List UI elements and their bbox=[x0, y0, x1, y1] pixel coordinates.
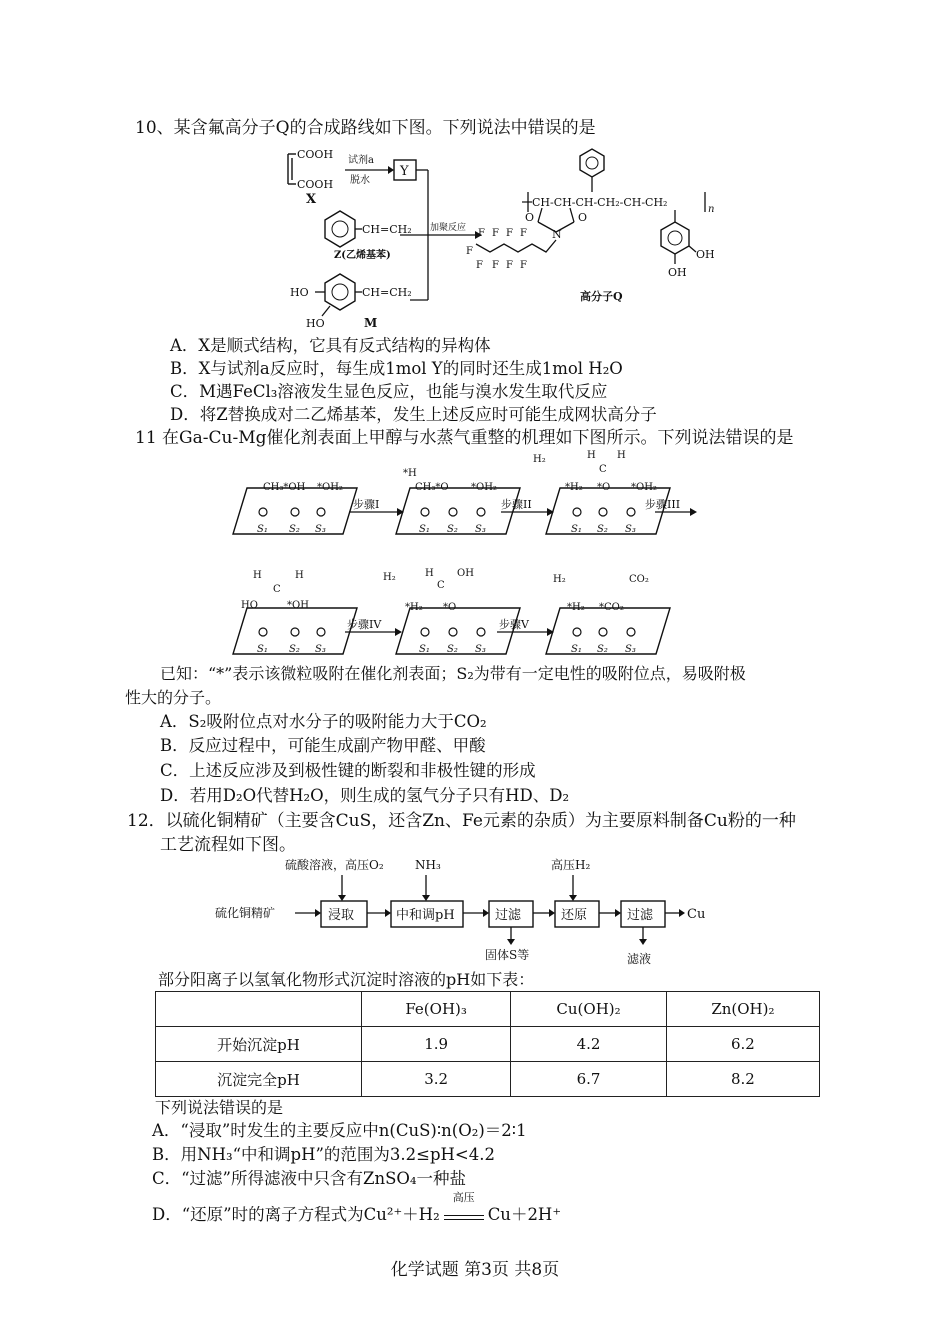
option-d-pre: D．“还原”时的离子方程式为Cu²⁺＋H₂ bbox=[152, 1205, 440, 1224]
q-oh-2: OH bbox=[668, 266, 687, 279]
m-benzene-ring bbox=[325, 274, 355, 310]
p3-o: *O bbox=[597, 482, 611, 493]
svg-text:S₁: S₁ bbox=[419, 644, 430, 655]
q-o-1: O bbox=[525, 211, 535, 224]
page-footer: 化学试题 第3页 共8页 bbox=[390, 1260, 560, 1280]
f4: F bbox=[478, 228, 485, 239]
p4-oh: *OH bbox=[287, 600, 309, 611]
q11-known: 已知：“*”表示该微粒吸附在催化剂表面；S₂为带有一定电性的吸附位点，易吸附极 bbox=[160, 664, 746, 683]
svg-text:S₁: S₁ bbox=[257, 644, 268, 655]
addition-label: 加聚反应 bbox=[430, 223, 467, 233]
step-5-label: 步骤V bbox=[499, 618, 529, 631]
box-1-label: 浸取 bbox=[328, 908, 355, 923]
cooh-bottom: COOH bbox=[297, 178, 334, 191]
condition-label: 高压 bbox=[452, 1191, 475, 1204]
z-label: Z(乙烯基苯) bbox=[334, 250, 391, 261]
svg-text:C: C bbox=[599, 464, 607, 475]
svg-text:S₂: S₂ bbox=[597, 524, 608, 535]
svg-text:S₃: S₃ bbox=[625, 644, 636, 655]
q11-mechanism-diagram bbox=[225, 448, 725, 663]
f9: F bbox=[520, 260, 527, 271]
reagent-a-label: 试剂a bbox=[348, 155, 374, 166]
q-chain: CH-CH-CH-CH₂-CH-CH₂ bbox=[532, 196, 668, 209]
svg-text:H: H bbox=[617, 450, 626, 461]
m-ho-2: HO bbox=[306, 317, 325, 330]
m-vinyl: CH=CH₂ bbox=[362, 286, 412, 299]
svg-text:S₂: S₂ bbox=[597, 644, 608, 655]
svg-text:H: H bbox=[253, 570, 262, 581]
svg-text:S₁: S₁ bbox=[419, 524, 430, 535]
q11-stem: 11 在Ga-Cu-Mg催化剂表面上甲醇与水蒸气重整的机理如下图所示。下列说法错误的是 bbox=[135, 428, 794, 448]
svg-text:H: H bbox=[295, 570, 304, 581]
q-catechol-ring bbox=[661, 222, 689, 254]
f2: F bbox=[520, 228, 527, 239]
svg-text:H₂: H₂ bbox=[383, 572, 396, 583]
svg-text:S₁: S₁ bbox=[571, 644, 582, 655]
p3-h2: H₂ bbox=[533, 454, 546, 465]
y-label: Y bbox=[400, 164, 409, 179]
q10-option-b: B．X与试剂a反应时，每生成1mol Y的同时还生成1mol H₂O bbox=[170, 359, 623, 378]
q12-option-a: A．“浸取”时发生的主要反应中n(CuS)∶n(O₂)＝2∶1 bbox=[152, 1121, 527, 1140]
table-row: 开始沉淀pH 1.9 4.2 6.2 bbox=[156, 1027, 820, 1062]
flow-reagent-1: 硫酸溶液，高压O₂ bbox=[285, 858, 384, 872]
box-2-label: 中和调pH bbox=[396, 908, 455, 923]
q12-option-c: C．“过滤”所得滤液中只含有ZnSO₄一种盐 bbox=[152, 1169, 467, 1188]
q11-option-c: C．上述反应涉及到极性键的断裂和非极性键的形成 bbox=[160, 761, 536, 780]
svg-text:H: H bbox=[587, 450, 596, 461]
q-n-atom: N bbox=[552, 228, 562, 241]
option-d-post: Cu＋2H⁺ bbox=[487, 1205, 562, 1224]
q12-question: 下列说法错误的是 bbox=[155, 1098, 284, 1117]
svg-text:S₂: S₂ bbox=[447, 524, 458, 535]
f6: F bbox=[492, 260, 499, 271]
panel-6 bbox=[546, 608, 670, 654]
f3: F bbox=[492, 228, 499, 239]
cooh-top: COOH bbox=[297, 148, 334, 161]
svg-text:S₂: S₂ bbox=[289, 524, 300, 535]
q-o-2: O bbox=[578, 211, 588, 224]
q10-option-a: A．X是顺式结构，它具有反式结构的异构体 bbox=[170, 336, 491, 355]
flow-reagent-3: 高压H₂ bbox=[551, 858, 591, 872]
p3-oh2: *OH₂ bbox=[631, 482, 657, 493]
header-feoh3: Fe(OH)₃ bbox=[362, 992, 511, 1027]
svg-text:S₃: S₃ bbox=[625, 524, 636, 535]
q-phenyl-ring bbox=[580, 149, 604, 177]
panel-5 bbox=[396, 608, 520, 654]
q11-option-b: B．反应过程中，可能生成副产物甲醛、甲酸 bbox=[160, 736, 486, 755]
box-3-label: 过滤 bbox=[495, 908, 522, 923]
svg-text:*H₂: *H₂ bbox=[567, 602, 585, 613]
svg-text:H₂: H₂ bbox=[553, 574, 566, 585]
double-line-sign bbox=[444, 1215, 484, 1220]
p2-ch3o: CH₃*O bbox=[415, 482, 449, 493]
q11-known-cont: 性大的分子。 bbox=[125, 688, 222, 707]
z-benzene-ring bbox=[325, 211, 355, 247]
q11-option-a: A．S₂吸附位点对水分子的吸附能力大于CO₂ bbox=[160, 712, 487, 731]
step-2-label: 步骤II bbox=[501, 498, 532, 511]
dehydrate-label: 脱水 bbox=[350, 175, 370, 186]
q12-option-d bbox=[152, 1191, 562, 1225]
flow-out-1: 固体S等 bbox=[485, 948, 530, 962]
svg-text:S₁: S₁ bbox=[257, 524, 268, 535]
f1: F bbox=[506, 228, 513, 239]
precipitation-ph-table bbox=[155, 991, 820, 1097]
f5: F bbox=[506, 260, 513, 271]
panel-3 bbox=[546, 488, 670, 534]
q10-option-d: D．将Z替换成对二乙烯基苯，发生上述反应时可能生成网状高分子 bbox=[170, 405, 657, 424]
f7: F bbox=[476, 260, 483, 271]
svg-text:S₃: S₃ bbox=[315, 644, 326, 655]
flow-out-2: 滤液 bbox=[627, 952, 652, 966]
svg-text:S₁: S₁ bbox=[571, 524, 582, 535]
q-oh-1: OH bbox=[696, 248, 715, 261]
box-4-label: 还原 bbox=[561, 908, 588, 923]
table-intro: 部分阳离子以氢氧化物形式沉淀时溶液的pH如下表： bbox=[158, 970, 535, 989]
svg-text:OH: OH bbox=[457, 568, 474, 579]
q10-option-c: C．M遇FeCl₃溶液发生显色反应，也能与溴水发生取代反应 bbox=[170, 382, 608, 401]
p1-oh2: *OH₂ bbox=[317, 482, 343, 493]
p2-h: *H bbox=[403, 468, 417, 479]
q10-stem: 10、某含氟高分子Q的合成路线如下图。下列说法中错误的是 bbox=[135, 118, 596, 138]
q11-option-d: D．若用D₂O代替H₂O，则生成的氢气分子只有HD、D₂ bbox=[160, 786, 570, 805]
svg-text:S₂: S₂ bbox=[289, 644, 300, 655]
q10-synthesis-diagram bbox=[270, 140, 730, 335]
header-cuoh2: Cu(OH)₂ bbox=[511, 992, 667, 1027]
table-row: 沉淀完全pH 3.2 6.7 8.2 bbox=[156, 1062, 820, 1097]
step-1-label: 步骤I bbox=[353, 498, 380, 511]
svg-text:C: C bbox=[273, 584, 281, 595]
header-znoh2: Zn(OH)₂ bbox=[666, 992, 819, 1027]
svg-text:S₃: S₃ bbox=[315, 524, 326, 535]
z-vinyl: CH=CH₂ bbox=[362, 223, 412, 236]
box-5-label: 过滤 bbox=[627, 908, 654, 923]
svg-text:H: H bbox=[425, 568, 434, 579]
q12-stem-cont: 工艺流程如下图。 bbox=[160, 835, 296, 855]
flow-feed: 硫化铜精矿 bbox=[215, 906, 276, 920]
p3-h2-ads: *H₂ bbox=[565, 482, 583, 493]
f8: F bbox=[466, 246, 473, 257]
q12-stem: 12．以硫化铜精矿（主要含CuS，还含Zn、Fe元素的杂质）为主要原料制备Cu粉的一种 bbox=[127, 811, 796, 831]
q-n: n bbox=[708, 204, 715, 215]
svg-text:*H₂: *H₂ bbox=[405, 602, 423, 613]
p2-oh2: *OH₂ bbox=[471, 482, 497, 493]
flow-product: Cu bbox=[687, 907, 706, 922]
m-label: M bbox=[364, 316, 378, 330]
q12-flow-diagram bbox=[215, 855, 735, 970]
table-header-row bbox=[156, 992, 820, 1027]
m-ho-1: HO bbox=[290, 286, 309, 299]
q12-option-b: B．用NH₃“中和调pH”的范围为3.2≤pH<4.2 bbox=[152, 1145, 495, 1164]
equation-condition bbox=[444, 1191, 484, 1220]
svg-text:*CO₂: *CO₂ bbox=[599, 602, 624, 613]
svg-text:S₃: S₃ bbox=[475, 524, 486, 535]
svg-text:S₃: S₃ bbox=[475, 644, 486, 655]
svg-text:C: C bbox=[437, 580, 445, 591]
flow-reagent-2: NH₃ bbox=[415, 858, 441, 872]
p1-ch3oh: CH₃*OH bbox=[263, 482, 306, 493]
step-4-label: 步骤IV bbox=[347, 618, 382, 631]
panel-2 bbox=[396, 488, 520, 534]
x-label: X bbox=[306, 192, 317, 207]
step-3-label: 步骤III bbox=[645, 498, 681, 511]
svg-text:*O: *O bbox=[443, 602, 457, 613]
svg-text:CO₂: CO₂ bbox=[629, 574, 649, 585]
p4-ho: HO bbox=[241, 600, 258, 611]
q-label: 高分子Q bbox=[580, 290, 623, 303]
svg-text:S₂: S₂ bbox=[447, 644, 458, 655]
